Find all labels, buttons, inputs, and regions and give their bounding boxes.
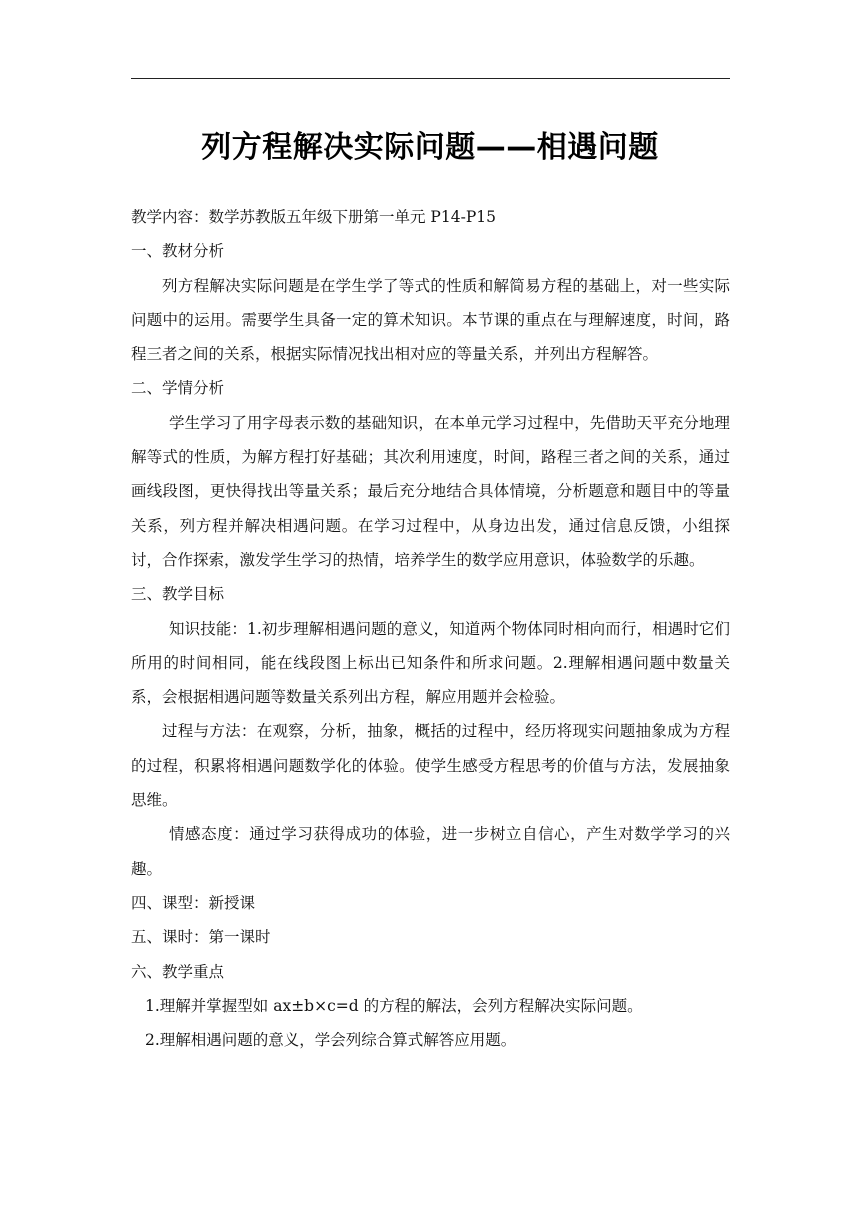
goal-knowledge-paragraph: 知识技能：1.初步理解相遇问题的意义，知道两个物体同时相向而行，相遇时它们所用的时间相同，能在线段图上标出已知条件和所求问题。2.理解相遇问题中数量关系，会根据相遇问题等数量关系列出方程，解应用题并会检验。 xyxy=(131,619,730,707)
key-point-item: 1.理解并掌握型如 ax±b×c=d 的方程的解法，会列方程解决实际问题。 xyxy=(145,996,643,1015)
goal-process-paragraph: 过程与方法：在观察，分析，抽象，概括的过程中，经历将现实问题抽象成为方程的过程，积累将相遇问题数学化的体验。使学生感受方程思考的价值与方法，发展抽象思维。 xyxy=(131,722,730,810)
goal-emotion-paragraph: 情感态度：通过学习获得成功的体验，进一步树立自信心，产生对数学学习的兴趣。 xyxy=(131,825,730,878)
page-title: 列方程解决实际问题——相遇问题 xyxy=(201,130,659,166)
section-heading-key-points: 六、教学重点 xyxy=(131,962,225,981)
section-heading-student-analysis: 二、学情分析 xyxy=(131,379,225,398)
header-rule xyxy=(131,78,730,79)
section-heading-textbook-analysis: 一、教材分析 xyxy=(131,242,225,261)
section-heading-teaching-goals: 三、教学目标 xyxy=(131,585,225,604)
lesson-time-line: 五、课时：第一课时 xyxy=(131,928,271,947)
key-point-item: 2.理解相遇问题的意义，学会列综合算式解答应用题。 xyxy=(145,1031,517,1050)
textbook-analysis-paragraph: 列方程解决实际问题是在学生学了等式的性质和解简易方程的基础上，对一些实际问题中的运用。需要学生具备一定的算术知识。本节课的重点在与理解速度，时间，路程三者之间的关系，根据实际情况找出相对应的等量关系，并列出方程解答。 xyxy=(131,276,730,364)
lesson-type-line: 四、课型：新授课 xyxy=(131,893,256,912)
teaching-content-line: 教学内容：数学苏教版五年级下册第一单元 P14-P15 xyxy=(131,208,496,226)
document-body xyxy=(131,200,730,1057)
student-analysis-paragraph: 学生学习了用字母表示数的基础知识，在本单元学习过程中，先借助天平充分地理解等式的性质，为解方程打好基础；其次利用速度，时间，路程三者之间的关系，通过画线段图，更快得找出等量关系；最后充分地结合具体情境，分析题意和题目中的等量关系，列方程并解决相遇问题。在学习过程中，从身边出发，通过信息反馈，小组探讨，合作探索，激发学生学习的热情，培养学生的数学应用意识，体验数学的乐趣。 xyxy=(131,413,730,569)
